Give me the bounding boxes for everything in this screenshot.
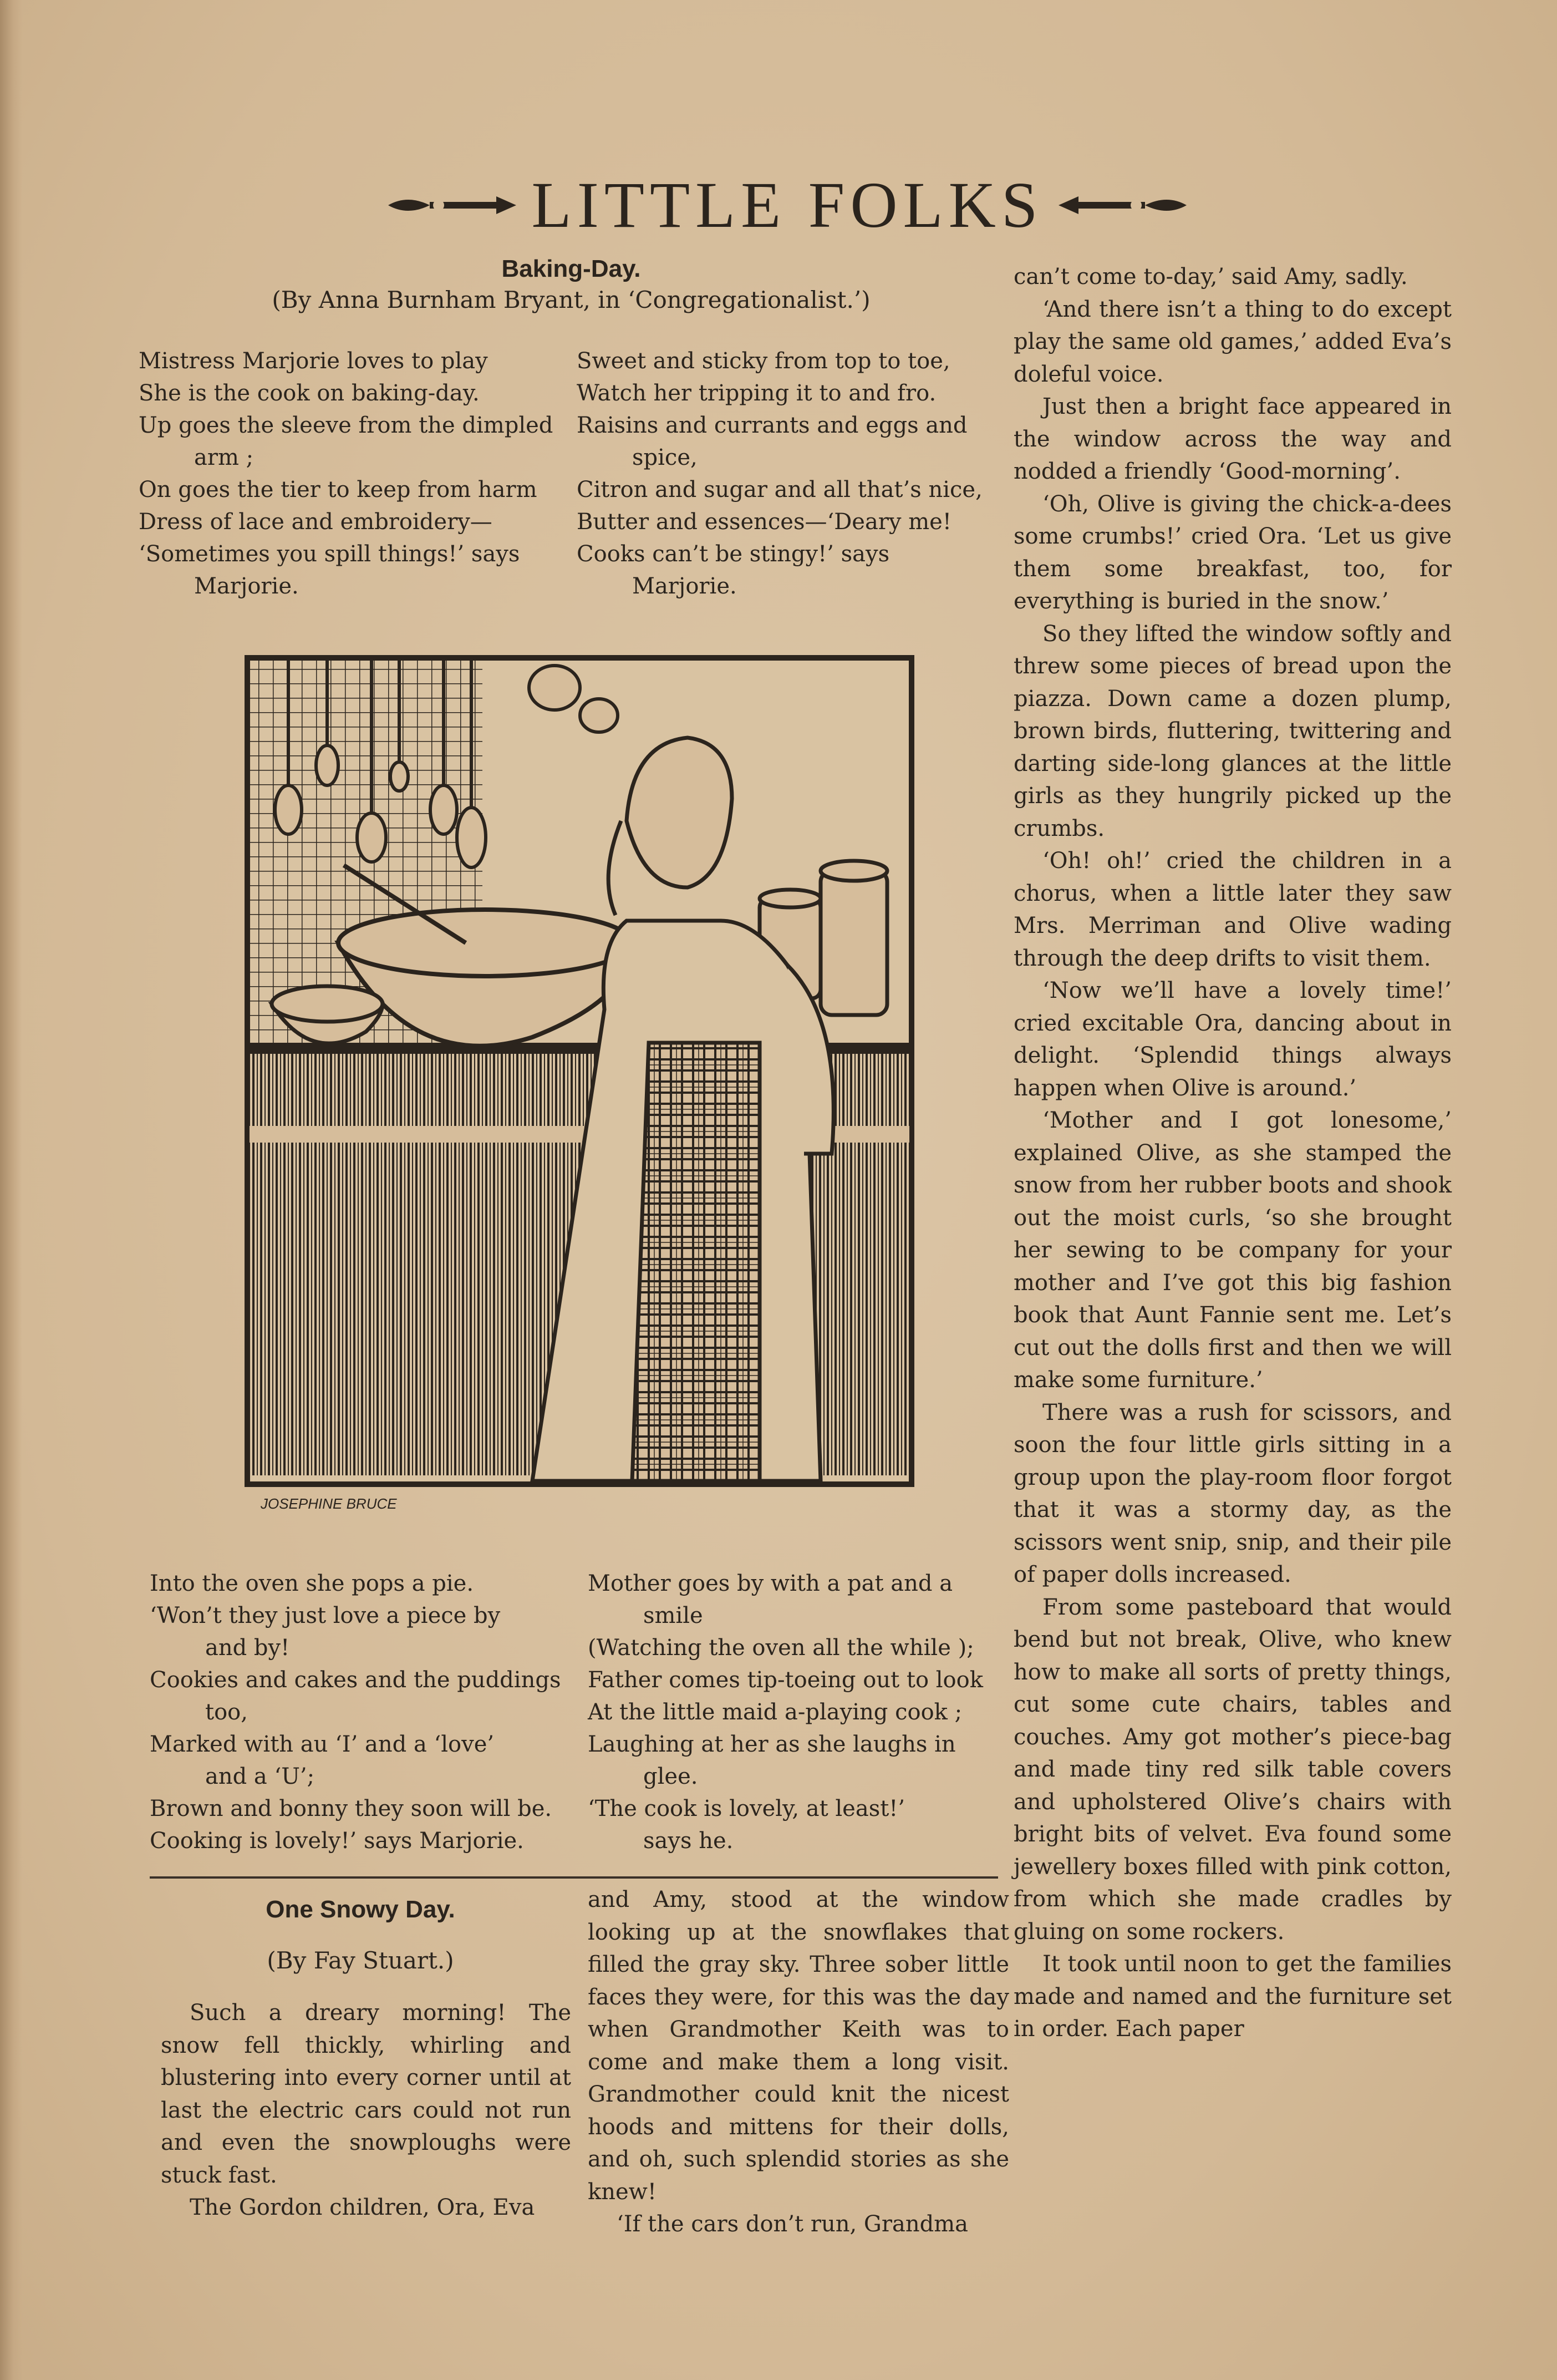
poem-line: Marked with au ‘I’ and a ‘love’ <box>150 1732 495 1757</box>
poem-line: spice, <box>632 445 698 470</box>
poem-line: Into the oven she pops a pie. <box>150 1571 474 1596</box>
paragraph: ‘Oh! oh!’ cried the children in a chorus, when a little later they saw Mrs. Merriman and Olive wading through the deep drifts to visit them. <box>1014 848 1452 971</box>
baking-illustration <box>244 654 915 1525</box>
poem-line: (Watching the oven all the while ); <box>588 1635 974 1661</box>
paragraph: Such a dreary morning! The snow fell thickly, whirling and blustering into every corner until at last the electric cars could not run and even the snowploughs were stuck fast. <box>161 2000 571 2188</box>
poem-line: Mistress Marjorie loves to play <box>139 348 488 374</box>
poem-line: ‘Won’t they just love a piece by <box>150 1603 501 1628</box>
paragraph: ‘If the cars don’t run, Grandma <box>617 2211 968 2237</box>
paragraph: The Gordon children, Ora, Eva <box>190 2195 535 2220</box>
right-flourish-ornament <box>1056 189 1189 222</box>
paragraph: can’t come to-day,’ said Amy, sadly. <box>1014 264 1408 290</box>
left-flourish-ornament <box>385 189 518 222</box>
paragraph: ‘And there isn’t a thing to do except play the same old games,’ added Eva’s doleful voice. <box>1014 296 1452 387</box>
paragraph: ‘Now we’ll have a lovely time!’ cried excitable Ora, dancing about in delight. ‘Splendid things always happen when Olive is around.’ <box>1014 978 1452 1101</box>
poem-line: Raisins and currants and eggs and <box>577 413 968 438</box>
poem-line: Sweet and sticky from top to toe, <box>577 348 950 374</box>
paragraph: and Amy, stood at the window looking up at the snowflakes that filled the gray sky. Three sober little faces they were, for this was the day when Grandmother Keith was to come and make them a long visit. Grandmother could knit the nicest hoods and mittens for their dolls, and oh, such splendid stories as she knew! <box>588 1887 1009 2205</box>
poem-line: Watch her tripping it to and fro. <box>577 380 937 406</box>
masthead-title: LITTLE FOLKS <box>531 169 1044 241</box>
poem-line: glee. <box>643 1764 698 1789</box>
poem-line: Laughing at her as she laughs in <box>588 1732 956 1757</box>
poem-line: Citron and sugar and all that’s nice, <box>577 477 983 503</box>
poem-line: ‘Sometimes you spill things!’ says <box>139 541 520 567</box>
poem-line: Butter and essences—‘Deary me! <box>577 509 952 535</box>
paragraph: So they lifted the window softly and threw some pieces of bread upon the piazza. Down came a dozen plump, brown birds, fluttering, twittering and darting side-long glances at the little girls as they hungrily picked up the crumbs. <box>1014 621 1452 841</box>
poem-line: Father comes tip-toeing out to look <box>588 1667 983 1693</box>
poem-line: too, <box>205 1699 248 1725</box>
poem-stanza-2 <box>577 345 1009 602</box>
paragraph: ‘Oh, Olive is giving the chick-a-dees some crumbs!’ cried Ora. ‘Let us give them some breakfast, too, for everything is buried in the snow.’ <box>1014 491 1452 614</box>
story-title: One Snowy Day. <box>266 1896 455 1923</box>
poem-stanza-1 <box>139 345 566 602</box>
paragraph: Just then a bright face appeared in the window across the way and nodded a friendly ‘Good-morning’. <box>1014 394 1452 484</box>
story-title: Baking-Day. <box>501 255 641 282</box>
poem-line: Up goes the sleeve from the dimpled <box>139 413 553 438</box>
poem-line: arm ; <box>194 445 254 470</box>
masthead <box>311 166 1264 244</box>
paragraph: From some pasteboard that would bend but not break, Olive, who knew how to make all sorts of pretty things, cut some cute chairs, tables and couches. Amy got mother’s piece-bag and made tiny red silk table covers and upholstered Olive’s chairs with bright bits of velvet. Eva found some jewellery boxes filled with pink cotton, from which she made cradles by gluing on some rockers. <box>1014 1594 1452 1945</box>
poem-line: She is the cook on baking-day. <box>139 380 480 406</box>
paragraph: It took until noon to get the families made and named and the furniture set in order. Each paper <box>1014 1951 1452 2042</box>
poem-line: At the little maid a-playing cook ; <box>588 1699 963 1725</box>
poem-line: ‘The cook is lovely, at least!’ <box>588 1796 905 1821</box>
poem-stanza-3 <box>150 1567 571 1857</box>
story2-column-2 <box>588 1884 1009 2241</box>
story2-column-3 <box>1014 261 1452 2046</box>
paragraph: ‘Mother and I got lonesome,’ explained Olive, as she stamped the snow from her rubber boots and shook out the moist curls, ‘so she brought her sewing to be company for your mother and I’ve got this big fashion book that Aunt Fannie sent me. Let’s cut out the dolls first and then we will make some furniture.’ <box>1014 1108 1452 1393</box>
poem-line: On goes the tier to keep from harm <box>139 477 537 503</box>
poem-line: says he. <box>643 1828 734 1854</box>
poem-line: and by! <box>205 1635 290 1661</box>
paragraph: There was a rush for scissors, and soon the four little girls sitting in a group upon the play-room floor forgot that it was a stormy day, as the scissors went snip, snip, and their pile of paper dolls increased. <box>1014 1399 1452 1587</box>
poem-line: Marjorie. <box>632 574 737 599</box>
story-baking-day-header <box>139 255 1004 313</box>
story2-column-1 <box>161 1997 571 2224</box>
poem-line: Dress of lace and embroidery— <box>139 509 492 535</box>
poem-line: Marjorie. <box>194 574 299 599</box>
section-divider <box>150 1876 998 1879</box>
story-byline: (By Anna Burnham Bryant, in ‘Congregationalist.’) <box>272 286 871 313</box>
poem-line: smile <box>643 1603 703 1628</box>
poem-line: Brown and bonny they soon will be. <box>150 1796 552 1821</box>
poem-line: Cooks can’t be stingy!’ says <box>577 541 890 567</box>
page-spine-shadow <box>0 0 22 2380</box>
poem-line: Mother goes by with a pat and a <box>588 1571 953 1596</box>
illustration-signature: JOSEPHINE BRUCE <box>261 1495 397 1512</box>
poem-line: Cooking is lovely!’ says Marjorie. <box>150 1828 524 1854</box>
poem-stanza-4 <box>588 1567 1009 1857</box>
story-byline: (By Fay Stuart.) <box>267 1947 454 1974</box>
poem-line: and a ‘U’; <box>205 1764 315 1789</box>
poem-line: Cookies and cakes and the puddings <box>150 1667 561 1693</box>
